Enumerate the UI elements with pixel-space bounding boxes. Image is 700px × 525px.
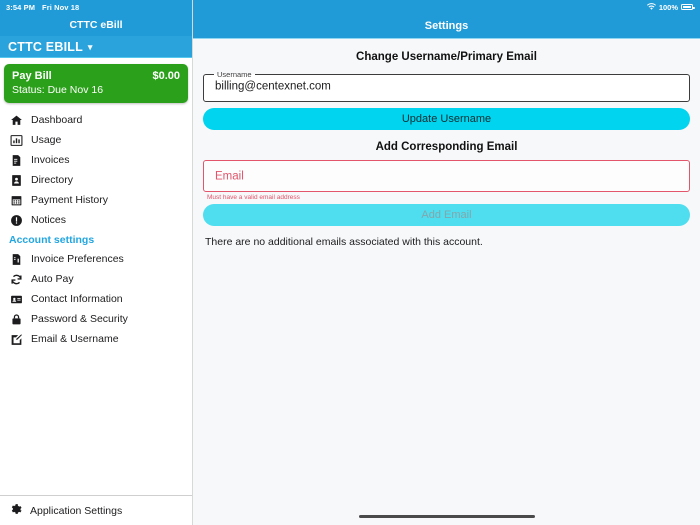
home-icon [9,113,23,127]
status-bar-date: Fri Nov 18 [42,2,80,12]
pay-bill-status: Status: Due Nov 16 [12,84,104,96]
battery-full-icon [681,4,693,10]
sidebar-item-label: Contact Information [31,293,123,305]
sidebar-status-bar [0,0,192,14]
chevron-down-icon: ▾ [87,42,93,52]
update-username-button[interactable]: Update Username [203,108,690,130]
status-bar-time: 3:54 PM [6,2,36,12]
sidebar-item-contact-information[interactable] [0,289,192,309]
contact-book-icon [9,173,23,187]
main-status-bar [193,0,700,14]
username-field-wrapper[interactable] [203,70,690,102]
main-panel [193,0,700,525]
email-field-wrapper[interactable] [203,160,690,192]
exclamation-circle-icon [9,213,23,227]
sidebar [0,0,193,525]
sidebar-item-label: Dashboard [31,114,83,126]
sidebar-spacer [0,349,192,495]
bar-chart-icon [9,133,23,147]
username-input-value[interactable]: billing@centexnet.com [215,80,331,93]
sidebar-item-label: Invoice Preferences [31,253,124,265]
sidebar-item-password-security[interactable] [0,309,192,329]
sidebar-item-auto-pay[interactable] [0,269,192,289]
pay-bill-card[interactable] [4,64,188,103]
sidebar-item-invoices[interactable] [0,150,192,170]
refresh-cycle-icon [9,272,23,286]
add-email-heading: Add Corresponding Email [375,141,518,153]
sidebar-item-email-username[interactable] [0,329,192,349]
sidebar-item-dashboard[interactable] [0,110,192,130]
account-selector[interactable] [0,36,192,58]
sidebar-item-application-settings[interactable] [0,495,192,525]
account-selector-label: CTTC EBILL [8,39,83,54]
email-input[interactable]: Email [215,170,244,183]
edit-square-icon [9,332,23,346]
sidebar-section-account-settings: Account settings [9,234,95,246]
pay-bill-card-wrapper [0,58,192,107]
username-field-label: Username [217,70,252,79]
sidebar-item-notices[interactable] [0,210,192,230]
sidebar-item-directory[interactable] [0,170,192,190]
email-error-text: Must have a valid email address [207,194,300,201]
sidebar-item-label: Usage [31,134,62,146]
sidebar-footer-label: Application Settings [30,504,123,517]
page-title: Settings [424,20,469,32]
email-field-outline [203,160,690,192]
add-email-button[interactable]: Add Email [203,204,690,226]
sidebar-item-label: Directory [31,174,74,186]
settings-content [193,39,700,248]
main-header [193,14,700,39]
app-title: CTTC eBill [69,19,123,31]
sidebar-app-title-bar [0,14,192,36]
invoice-settings-icon [9,252,23,266]
lock-icon [9,312,23,326]
battery-percent-label: 100% [658,2,678,12]
sidebar-item-label: Email & Username [31,333,119,345]
sidebar-nav-list [0,107,192,349]
sidebar-item-label: Payment History [31,194,109,206]
sidebar-item-invoice-preferences[interactable] [0,249,192,269]
home-indicator [359,515,535,518]
gear-icon [9,503,22,519]
sidebar-item-label: Auto Pay [31,273,74,285]
sidebar-item-label: Invoices [31,154,70,166]
sidebar-item-payment-history[interactable] [0,190,192,210]
change-username-heading: Change Username/Primary Email [356,51,537,63]
calendar-icon [9,193,23,207]
pay-bill-title: Pay Bill [12,70,52,82]
pay-bill-amount: $0.00 [152,70,180,82]
sidebar-item-label: Password & Security [31,313,128,325]
id-card-icon [9,292,23,306]
sidebar-item-label: Notices [31,214,67,226]
no-additional-emails-message: There are no additional emails associated with this account. [205,236,483,248]
sidebar-item-usage[interactable] [0,130,192,150]
wifi-icon [647,3,656,12]
invoice-document-icon [9,153,23,167]
pay-bill-card-top-row [12,70,180,82]
